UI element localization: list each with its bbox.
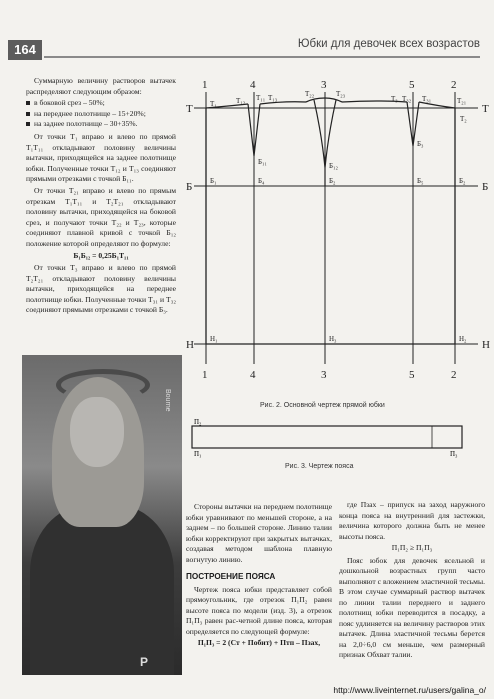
point-label: Т₂₂ [305, 90, 315, 98]
point-label: Т₁ [210, 100, 217, 108]
formula: П₁П₂ ≥ П₁П₃ [391, 543, 433, 552]
skirt-draft-diagram [184, 76, 494, 396]
paragraph: От точки Т₂₁ вправо и влево по прямым отрезкам Т₁Т₁₁ и Т₂Т₂₁ откладывают половину вытачки, приходящейся на боковой срез, и получают точки Т₂₂ и Т₂₃, которые соединяют плавной кривой с точкой Б₁₂ положение которой определяют по формуле: [26, 185, 176, 248]
bottom-number: 2 [451, 369, 457, 381]
page-number: 164 [8, 40, 42, 60]
point-label: Б₂ [459, 177, 466, 185]
bottom-number: 4 [250, 369, 256, 381]
paragraph: Стороны вытачки на переднем полотнище юбки уравнивают по меньшей стороне, а на заднем – по большей стороне. Линию талии юбки корректируют при закрытых вытачках, создавая методом шаблона плавную вогнутую линию. [186, 502, 332, 564]
paragraph: Пояс юбок для девочек ясельной и дошкольной возрастных групп часто выполняют с вложением эластичной тесьмы. В этом случае суммарный раствор вытачек по линии талии переднего и заднего полотнищ юбки переводится в посадку, а пояс удлиняется на величину растворов этих вытачек. Длина эластичной тесьмы берется на 2,0÷6,0 см меньше, чем размерный признак Обхват талии. [339, 555, 485, 659]
photo-face [70, 397, 124, 467]
point-label: Т₁₃ [268, 94, 278, 102]
distribution-list [26, 98, 176, 130]
waist-curve-side [306, 98, 342, 102]
point-label: Т₂ [460, 115, 467, 123]
intro-paragraph: Суммарную величину растворов вытачек распределяют следующим образом: [26, 76, 176, 96]
point-label: Б₁₁ [258, 158, 267, 166]
middle-text-column [186, 502, 332, 651]
point-label: Т₃₁ [422, 95, 432, 103]
right-letter: Т [482, 103, 489, 115]
point-label: Т₁₂ [236, 97, 246, 105]
figure-2-caption: Рис. 2. Основной чертеж прямой юбки [260, 402, 385, 409]
point-label: Н₃ [329, 335, 337, 343]
paragraph: От точки Т₃ вправо и влево по прямой Т₂Т₂₁ откладывают половину величины вытачки, приходящейся на переднее полотнище юбки. Полученные точки Т₃₁ и Т₃₂ соединяют прямыми отрезками с точкой Б₃. [26, 263, 176, 315]
paragraph: От точки Т₁ вправо и влево по прямой Т₁Т₁₁ откладывают половину величины вытачки, приходящейся на заднее полотнище юбки. Полученные точки Т₁₂ и Т₁₃ соединяют прямыми отрезками с точкой Б₁₁. [26, 131, 176, 184]
paragraph: где Пзах – припуск на заход наружного конца пояса на внутренний для застежки, величина которого должна быть не менее высоты пояса. [339, 500, 485, 541]
photo-logo: P [140, 655, 149, 669]
running-title: Юбки для девочек всех возрастов [297, 38, 480, 50]
top-number: 4 [250, 79, 256, 91]
section-heading: ПОСТРОЕНИЕ ПОЯСА [186, 572, 276, 581]
belt-label: П₁ [194, 450, 202, 458]
list-item: на заднее полотнище – 30+35%. [26, 119, 176, 130]
right-letter: Б [482, 181, 489, 193]
right-text-column [339, 500, 485, 661]
point-label: Б₂ [329, 177, 336, 185]
photo-coat [30, 505, 174, 675]
top-number: 1 [202, 79, 208, 91]
list-item: в боковой срез – 50%; [26, 98, 176, 109]
point-label: Б₄ [258, 177, 265, 185]
figure-3-caption: Рис. 3. Чертеж пояса [285, 463, 354, 470]
bottom-number: 3 [321, 369, 327, 381]
belt-label: П₃ [450, 450, 458, 458]
list-item: на переднее полотнище – 15+20%; [26, 109, 176, 120]
point-label: Т₃₂ [402, 95, 412, 103]
point-label: Т₂₃ [336, 90, 346, 98]
point-label: Б₃ [417, 140, 424, 148]
model-photo [22, 355, 182, 675]
left-text-column [26, 76, 176, 317]
source-watermark: http://www.liveinternet.ru/users/galina_o/ [333, 685, 486, 695]
page-header [0, 0, 494, 62]
top-number: 2 [451, 79, 457, 91]
left-letter: Т [186, 103, 193, 115]
header-rule [44, 56, 480, 58]
point-label: Н₁ [210, 335, 218, 343]
paragraph: Чертеж пояса юбки представляет собой прямоугольник, где отрезок П₁П₂ равен высоте пояса по модели (изд. 3), а отрезок П₁П₃ равен рас-четной длине пояса, которая определяется по следующей формуле: [186, 584, 332, 636]
left-letter: Б [186, 181, 193, 193]
left-letter: Н [186, 339, 194, 351]
point-label: Б₁ [210, 177, 217, 185]
belt-label: П₂ [194, 418, 202, 426]
point-label: Т₁₁ [256, 94, 266, 102]
belt-diagram [184, 418, 474, 458]
formula: Б₁Б₁₂ = 0,25Б₁Т₁₁ [73, 250, 129, 260]
formula: П₁П₃ = 2 (Ст + Побит) + Птп – Пзах, [197, 638, 321, 647]
point-label: Т₂₁ [457, 97, 467, 105]
bottom-number: 1 [202, 369, 208, 381]
top-number: 3 [321, 79, 327, 91]
top-number: 5 [409, 79, 415, 91]
point-label: Н₂ [459, 335, 467, 343]
point-label: Б₅ [417, 177, 424, 185]
bottom-number: 5 [409, 369, 415, 381]
photo-side-text: Bourne [164, 389, 171, 412]
point-label: Б₁₂ [329, 162, 338, 170]
photo-wreath [56, 369, 150, 401]
point-label: Т₃ [391, 95, 398, 103]
waist-back-mid [260, 102, 306, 104]
right-letter: Н [482, 339, 490, 351]
belt-rectangle [192, 426, 462, 448]
